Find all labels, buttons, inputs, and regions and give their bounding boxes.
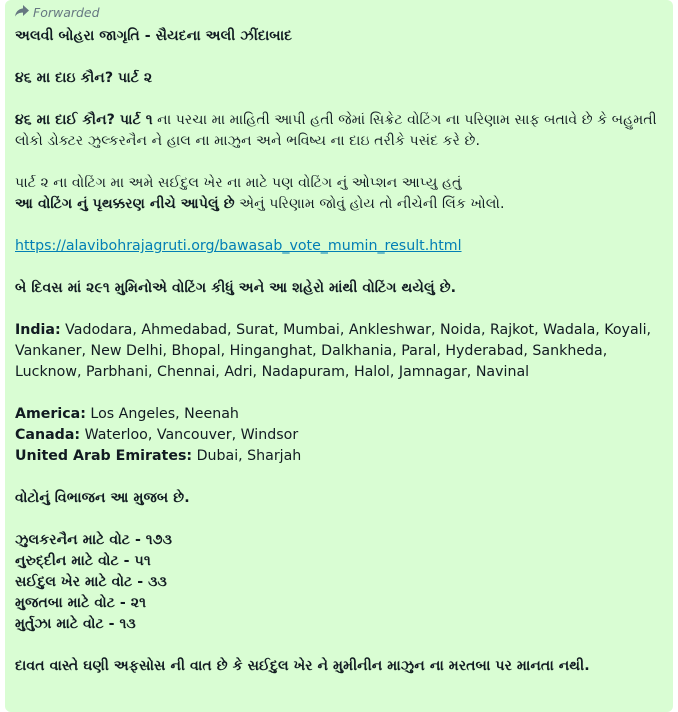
message-heading: અલવી બોહરા જાગૃતિ - સૈયદના અલી ઝીંદાબાદ	[15, 28, 293, 44]
part2-line2	[15, 194, 663, 215]
result-link[interactable]: https://alavibohrajagruti.org/bawasab_vote_mumin_result.html	[15, 238, 462, 254]
forwarded-text: Forwarded	[33, 4, 100, 20]
intro-rest: ના પરચા મા માહિતી આપી હતી જેમાં સિક્રેટ વોટિંગ ના પરિણામ સાફ બતાવે છે કે બહુમતી લોકો ડોક્ટર ઝુલ્કરનૈન ને હાલ ના માઝુન અને ભવિષ્ય ના દાઇ તરીકે પસંદ કરે છે.	[15, 112, 657, 149]
part-title: ૪૬ મા દાઇ કૌન? પાર્ટ ૨	[15, 70, 153, 86]
city-list: Vadodara, Ahmedabad, Surat, Mumbai, Ankleshwar, Noida, Rajkot, Wadala, Koyali, Vankaner, New Delhi, Bhopal, Hinganghat, Dalkhania, Paral, Hyderabad, Sankheda, Lucknow, Parbhani, Chennai, Adri, Nadapuram, Halol, Jamnagar, Navinal	[15, 322, 652, 380]
location-canada	[15, 425, 663, 446]
city-list: Los Angeles, Neenah	[85, 406, 239, 422]
city-list: Dubai, Sharjah	[192, 448, 302, 464]
city-list: Waterloo, Vancouver, Windsor	[80, 427, 299, 443]
part2-line2-bold: આ વોટિંગ નું પૃથક્કરણ નીચે આપેલું છે	[15, 196, 235, 212]
message-text	[15, 26, 663, 677]
vote-line: સઈદુલ ખેર માટે વોટ - ૩૩	[15, 574, 167, 590]
closing-paragraph: દાવત વાસ્તે ઘણી અફસોસ ની વાત છે કે સઈદુલ ખેર ને મુમીનીન માઝુન ના મરતબા પર માનતા નથી.	[15, 658, 590, 674]
location-india	[15, 320, 663, 383]
vote-line: નુરુદ્દીન માટે વોટ - ૫૧	[15, 553, 151, 569]
voting-summary: બે દિવસ માં ૨૯૧ મુમિનોએ વોટિંગ કીધું અને આ શહેરો માંથી વોટિંગ થયેલું છે.	[15, 280, 457, 296]
vote-line: ઝુલકરનૈન માટે વોટ - ૧૭૩	[15, 532, 173, 548]
forward-arrow-icon	[15, 5, 29, 20]
vote-line: મુજતબા માટે વોટ - ૨૧	[15, 595, 147, 611]
message-bubble[interactable]	[5, 0, 673, 712]
vote-line: મુર્તુઝા માટે વોટ - ૧૩	[15, 616, 136, 632]
intro-paragraph	[15, 110, 663, 152]
country-label: India:	[15, 322, 61, 338]
forwarded-label	[15, 3, 663, 21]
part2-line1: પાર્ટ ૨ ના વોટિંગ મા અમે સઈદુલ ખેર ના માટે પણ વોટિંગ નું ઓપ્શન આપ્યુ હતું	[15, 175, 462, 191]
country-label: Canada:	[15, 427, 81, 443]
country-label: United Arab Emirates:	[15, 448, 193, 464]
location-america	[15, 404, 663, 425]
intro-bold: ૪૬ મા દાઈ કૌન? પાર્ટ ૧	[15, 112, 153, 128]
country-label: America:	[15, 406, 86, 422]
breakdown-title: વોટોનું વિભાજન આ મુજબ છે.	[15, 490, 190, 506]
part2-line2-rest: એનું પરિણામ જોવું હોય તો નીચેની લિંક ખોલો.	[234, 196, 505, 212]
location-uae	[15, 446, 663, 467]
